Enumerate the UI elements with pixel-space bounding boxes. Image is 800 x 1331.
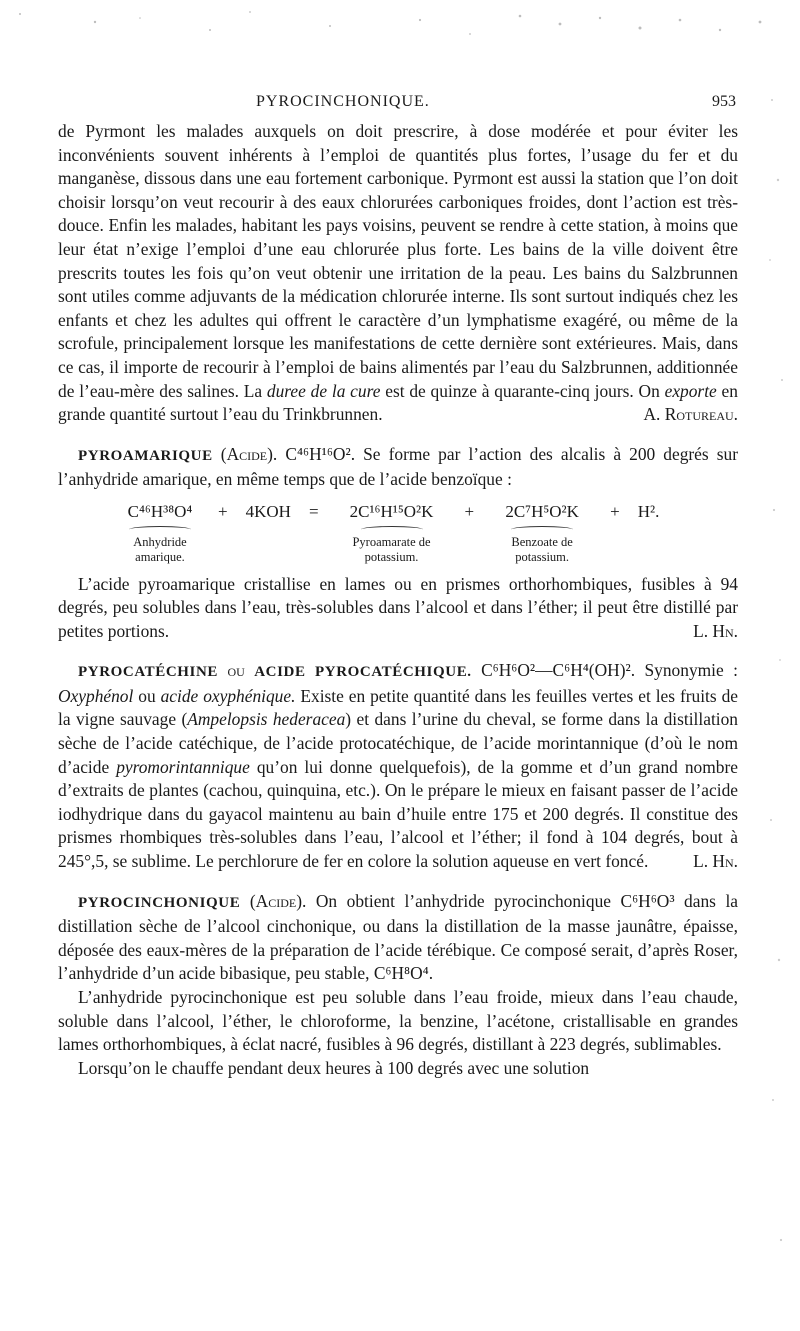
- entry-term-2: ACIDE PYROCATÉCHIQUE.: [254, 664, 472, 681]
- entry-pyrocinchonique-p3: Lorsqu’on le chauffe pendant deux heures à 100 degrés avec une solution: [78, 1057, 590, 1078]
- entry-term: PYROCATÉCHINE: [78, 664, 219, 681]
- entry-pyroamarique-cont: [58, 573, 738, 644]
- synonym-ou: ou: [138, 685, 156, 706]
- equation-lhs-group: [120, 500, 200, 565]
- entry-text-c: qu’on lui donne quelquefois), de la gomme et d’un grand nombre d’extraits de plantes (cachou, quinquina, etc.). On le prépare le mieux en faisant passer de l’acide iodhydrique dans du gayacol maintenu au bain d’huile entre 175 et 200 degrés. Il constitue des prismes rhombiques très-solubles dans l’eau, l’alcool et l’éther; il fond à 104 degrés, bout à 245°,5, se sublime. Le perchlorure de fer en colore la solution aqueuse en vert foncé.: [58, 756, 738, 872]
- entry-text-a: Existe en petite quantité dans les feuilles vertes et les fruits de la vigne sauvage (: [58, 685, 738, 730]
- entry-text-b: ) et dans l’urine du cheval, se forme dans la distillation sèche de l’acide catéchique, de l’acide protocatéchique, de l’acide morintannique (d’où le nom d’acide: [58, 709, 738, 777]
- equation-product-2-group: [492, 500, 592, 565]
- intro-end: en grande quantité surtout l’eau du Trinkbrunnen.: [58, 380, 738, 425]
- equation-reagent: 4KOH: [245, 501, 291, 521]
- entry-text: On obtient l’anhydride pyrocinchonique C⁶H⁶O³ dans la distillation sèche de l’alcool cinchonique, ou dans la distillation de la masse jaunâtre, épaisse, déposée des eaux-mères de la préparation de l’acide térébique. Ce composé serait, d’après Roser, l’anhydride d’un acide bibasique, peu stable, C⁶H⁸O⁴.: [58, 890, 738, 984]
- intro-text: de Pyrmont les malades auxquels on doit prescrire, à dose modérée et pour éviter les inconvénients souvent inhérents à l’emploi de quantités plus fortes, l’usage du fer et du manganèse, dissous dans une eau fortement carbonique. Pyrmont est aussi la station que l’on doit choisir lorsqu’on veut recourir à des eaux chlorurées carboniques froides, dont l’action est très-douce. Enfin les malades, habitant les pays voisins, peuvent se rendre à cette station, à moins que leur état n’exige l’emploi d’une eau chlorurée plus forte. Les bains de la ville doivent être prescrits toutes les fois qu’on veut obtenir une irritation de la peau. Les bains du Salzbrunnen sont utiles comme adjuvants de la médication chlorurée interne. Ils sont surtout indiqués chez les enfants et chez les adultes qui offrent le caractère d’un lymphatisme exagéré, ou même de la scrofule, principalement lorsque les manifestations de cette dernière sont extérieures. Mais, dans ce cas, il importe de recourir à l’emploi de bains alimentés par l’eau du Salzbrunnen, additionnée de l’eau-mère des salines. La: [58, 121, 738, 401]
- synonym-2: acide oxyphénique.: [160, 685, 296, 706]
- book-page: [58, 88, 738, 1080]
- equation-label-2: Pyroamarate de potassium.: [352, 534, 431, 564]
- entry-formula: C⁶H⁶O²—C⁶H⁴(OH)².: [481, 660, 636, 681]
- equation-plus: +: [610, 501, 620, 521]
- equation-product-2: 2C⁷H⁵O²K: [505, 501, 579, 521]
- entry-qualifier: (Acide).: [249, 890, 307, 911]
- brace: [511, 526, 573, 533]
- synonym-1: Oxyphénol: [58, 685, 134, 706]
- equation-product-1-group: [337, 500, 447, 565]
- intro-italic: duree de la cure: [266, 380, 381, 401]
- equation-label-1: Anhydride amarique.: [133, 534, 187, 564]
- equation-equals: =: [308, 501, 319, 521]
- intro-italic-2: exporte: [664, 380, 717, 401]
- scan-noise-edge: [764, 60, 794, 1300]
- entry-pyrocinchonique-p2: L’anhydride pyrocinchonique est peu soluble dans l’eau froide, mieux dans l’eau chaude, soluble dans l’alcool, l’éther, le chloroforme, la benzine, l’acétone, cristallisable en grandes lames orthorhombiques, à éclat nacré, fusibles à 96 degrés, distillant à 223 degrés, sublimables.: [58, 987, 738, 1055]
- synonymy-label: Synonymie :: [644, 660, 738, 681]
- entry-term: PYROCINCHONIQUE: [78, 894, 241, 911]
- brace: [361, 526, 423, 533]
- entry-signature: L. Hn.: [693, 851, 738, 872]
- entry-term: PYROAMARIQUE: [78, 447, 213, 464]
- intro-paragraph: [58, 120, 738, 427]
- equation-lhs: C⁴⁶H³⁸O⁴: [127, 501, 193, 521]
- entry-pyroamarique: [58, 443, 738, 492]
- chemical-equation: [120, 500, 738, 565]
- ampelopsis-name: Ampelopsis hederacea: [187, 709, 346, 730]
- entry-text: Se forme par l’action des alcalis à 200 degrés sur l’anhydride amarique, en même temps que de l’acide benzoïque :: [58, 443, 738, 490]
- intro-mid: est de quinze à quarante-cinq jours. On: [385, 380, 660, 401]
- entry-qualifier: (Acide).: [220, 443, 278, 464]
- equation-label-3: Benzoate de potassium.: [511, 534, 573, 564]
- running-title: PYROCINCHONIQUE.: [256, 93, 430, 110]
- entry-formula: C⁴⁶H¹⁶O².: [285, 443, 356, 464]
- entry-signature: L. Hn.: [693, 620, 738, 641]
- entry-ou: ou: [227, 660, 245, 681]
- page-number: 953: [712, 93, 736, 110]
- equation-plus: +: [464, 501, 475, 521]
- running-header: [58, 88, 738, 120]
- equation-product-1: 2C¹⁶H¹⁵O²K: [349, 501, 434, 521]
- equation-product-3: H².: [637, 501, 660, 521]
- entry-pyrocinchonique: [58, 890, 738, 986]
- brace: [129, 526, 191, 533]
- intro-signature: A. Rotureau.: [643, 404, 738, 425]
- equation-plus: +: [218, 501, 228, 521]
- entry-text-2: L’acide pyroamarique cristallise en lames ou en prismes orthorhombiques, fusibles à 94 degrés, peu solubles dans l’eau, très-solubles dans l’alcool et dans l’éther; il peut être distillé par petites portions.: [58, 573, 738, 641]
- entry-pyrocatechine: [58, 659, 738, 873]
- scan-noise-top: [0, 0, 800, 50]
- pyromorintannique-term: pyromorintannique: [116, 756, 250, 777]
